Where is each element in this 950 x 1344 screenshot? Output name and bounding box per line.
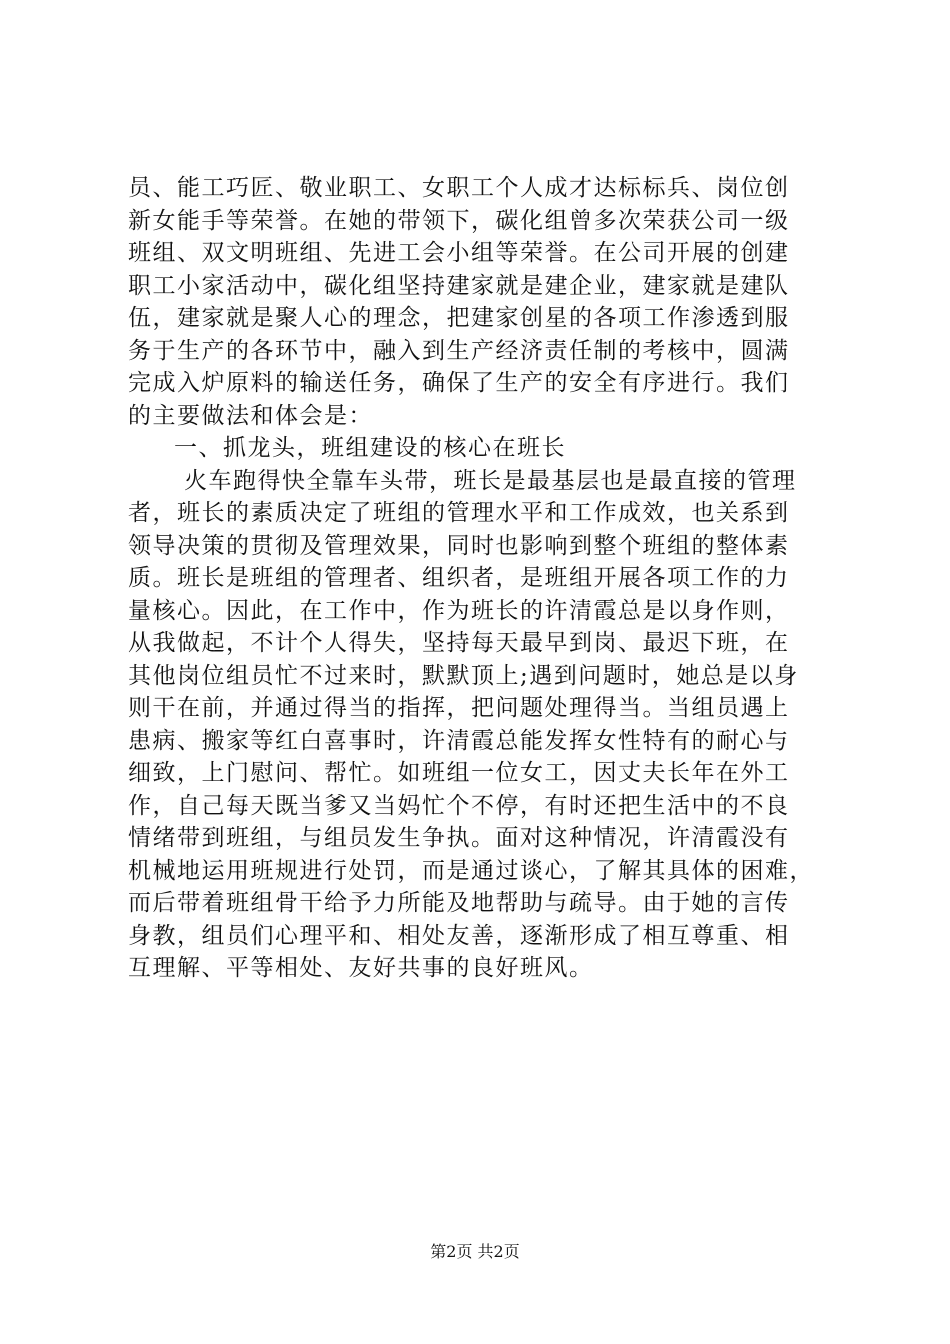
document-body	[128, 172, 840, 985]
text-line: 伍，建家就是聚人心的理念，把建家创星的各项工作渗透到服	[128, 305, 790, 331]
text-line: 新女能手等荣誉。在她的带领下，碳化组曾多次荣获公司一级	[128, 207, 790, 234]
text-line: 量核心。因此，在工作中，作为班长的许清霞总是以身作则，	[128, 597, 790, 624]
text-line: 情绪带到班组，与组员发生争执。面对这种情况，许清霞没有	[128, 825, 790, 851]
text-line: 员、能工巧匠、敬业职工、女职工个人成才达标标兵、岗位创	[128, 175, 790, 201]
section-heading: 一、抓龙头，班组建设的核心在班长	[174, 435, 566, 461]
text-line: 务于生产的各环节中，融入到生产经济责任制的考核中，圆满	[128, 337, 790, 364]
text-line: 其他岗位组员忙不过来时，默默顶上;遇到问题时，她总是以身	[128, 662, 799, 689]
text-line: 从我做起，不计个人得失，坚持每天最早到岗、最迟下班，在	[128, 630, 790, 656]
text-line: 者，班长的素质决定了班组的管理水平和工作成效，也关系到	[128, 500, 790, 526]
text-line: 的主要做法和体会是：	[128, 402, 373, 429]
text-line: 质。班长是班组的管理者、组织者，是班组开展各项工作的力	[128, 565, 790, 591]
text-line: 互理解、平等相处、友好共事的良好班风。	[128, 955, 594, 981]
text-line: 细致，上门慰问、帮忙。如班组一位女工，因丈夫长年在外工	[128, 760, 790, 786]
text-line: 而后带着班组骨干给予力所能及地帮助与疏导。由于她的言传	[128, 890, 790, 916]
text-line: 职工小家活动中，碳化组坚持建家就是建企业，建家就是建队	[128, 272, 790, 299]
page-footer: 第2页 共2页	[430, 1242, 520, 1261]
text-line: 完成入炉原料的输送任务，确保了生产的安全有序进行。我们	[128, 370, 790, 396]
text-line: 机械地运用班规进行处罚，而是通过谈心，了解其具体的困难，	[128, 857, 814, 884]
text-line: 患病、搬家等红白喜事时，许清霞总能发挥女性特有的耐心与	[128, 727, 790, 754]
text-line: 班组、双文明班组、先进工会小组等荣誉。在公司开展的创建	[128, 240, 790, 266]
text-line: 身教，组员们心理平和、相处友善，逐渐形成了相互尊重、相	[128, 922, 790, 949]
text-line: 火车跑得快全靠车头带，班长是最基层也是最直接的管理	[184, 467, 797, 494]
text-line: 则干在前，并通过得当的指挥，把问题处理得当。当组员遇上	[128, 695, 790, 721]
text-line: 作，自己每天既当爹又当妈忙个不停，有时还把生活中的不良	[128, 792, 790, 819]
text-line: 领导决策的贯彻及管理效果，同时也影响到整个班组的整体素	[128, 532, 790, 559]
